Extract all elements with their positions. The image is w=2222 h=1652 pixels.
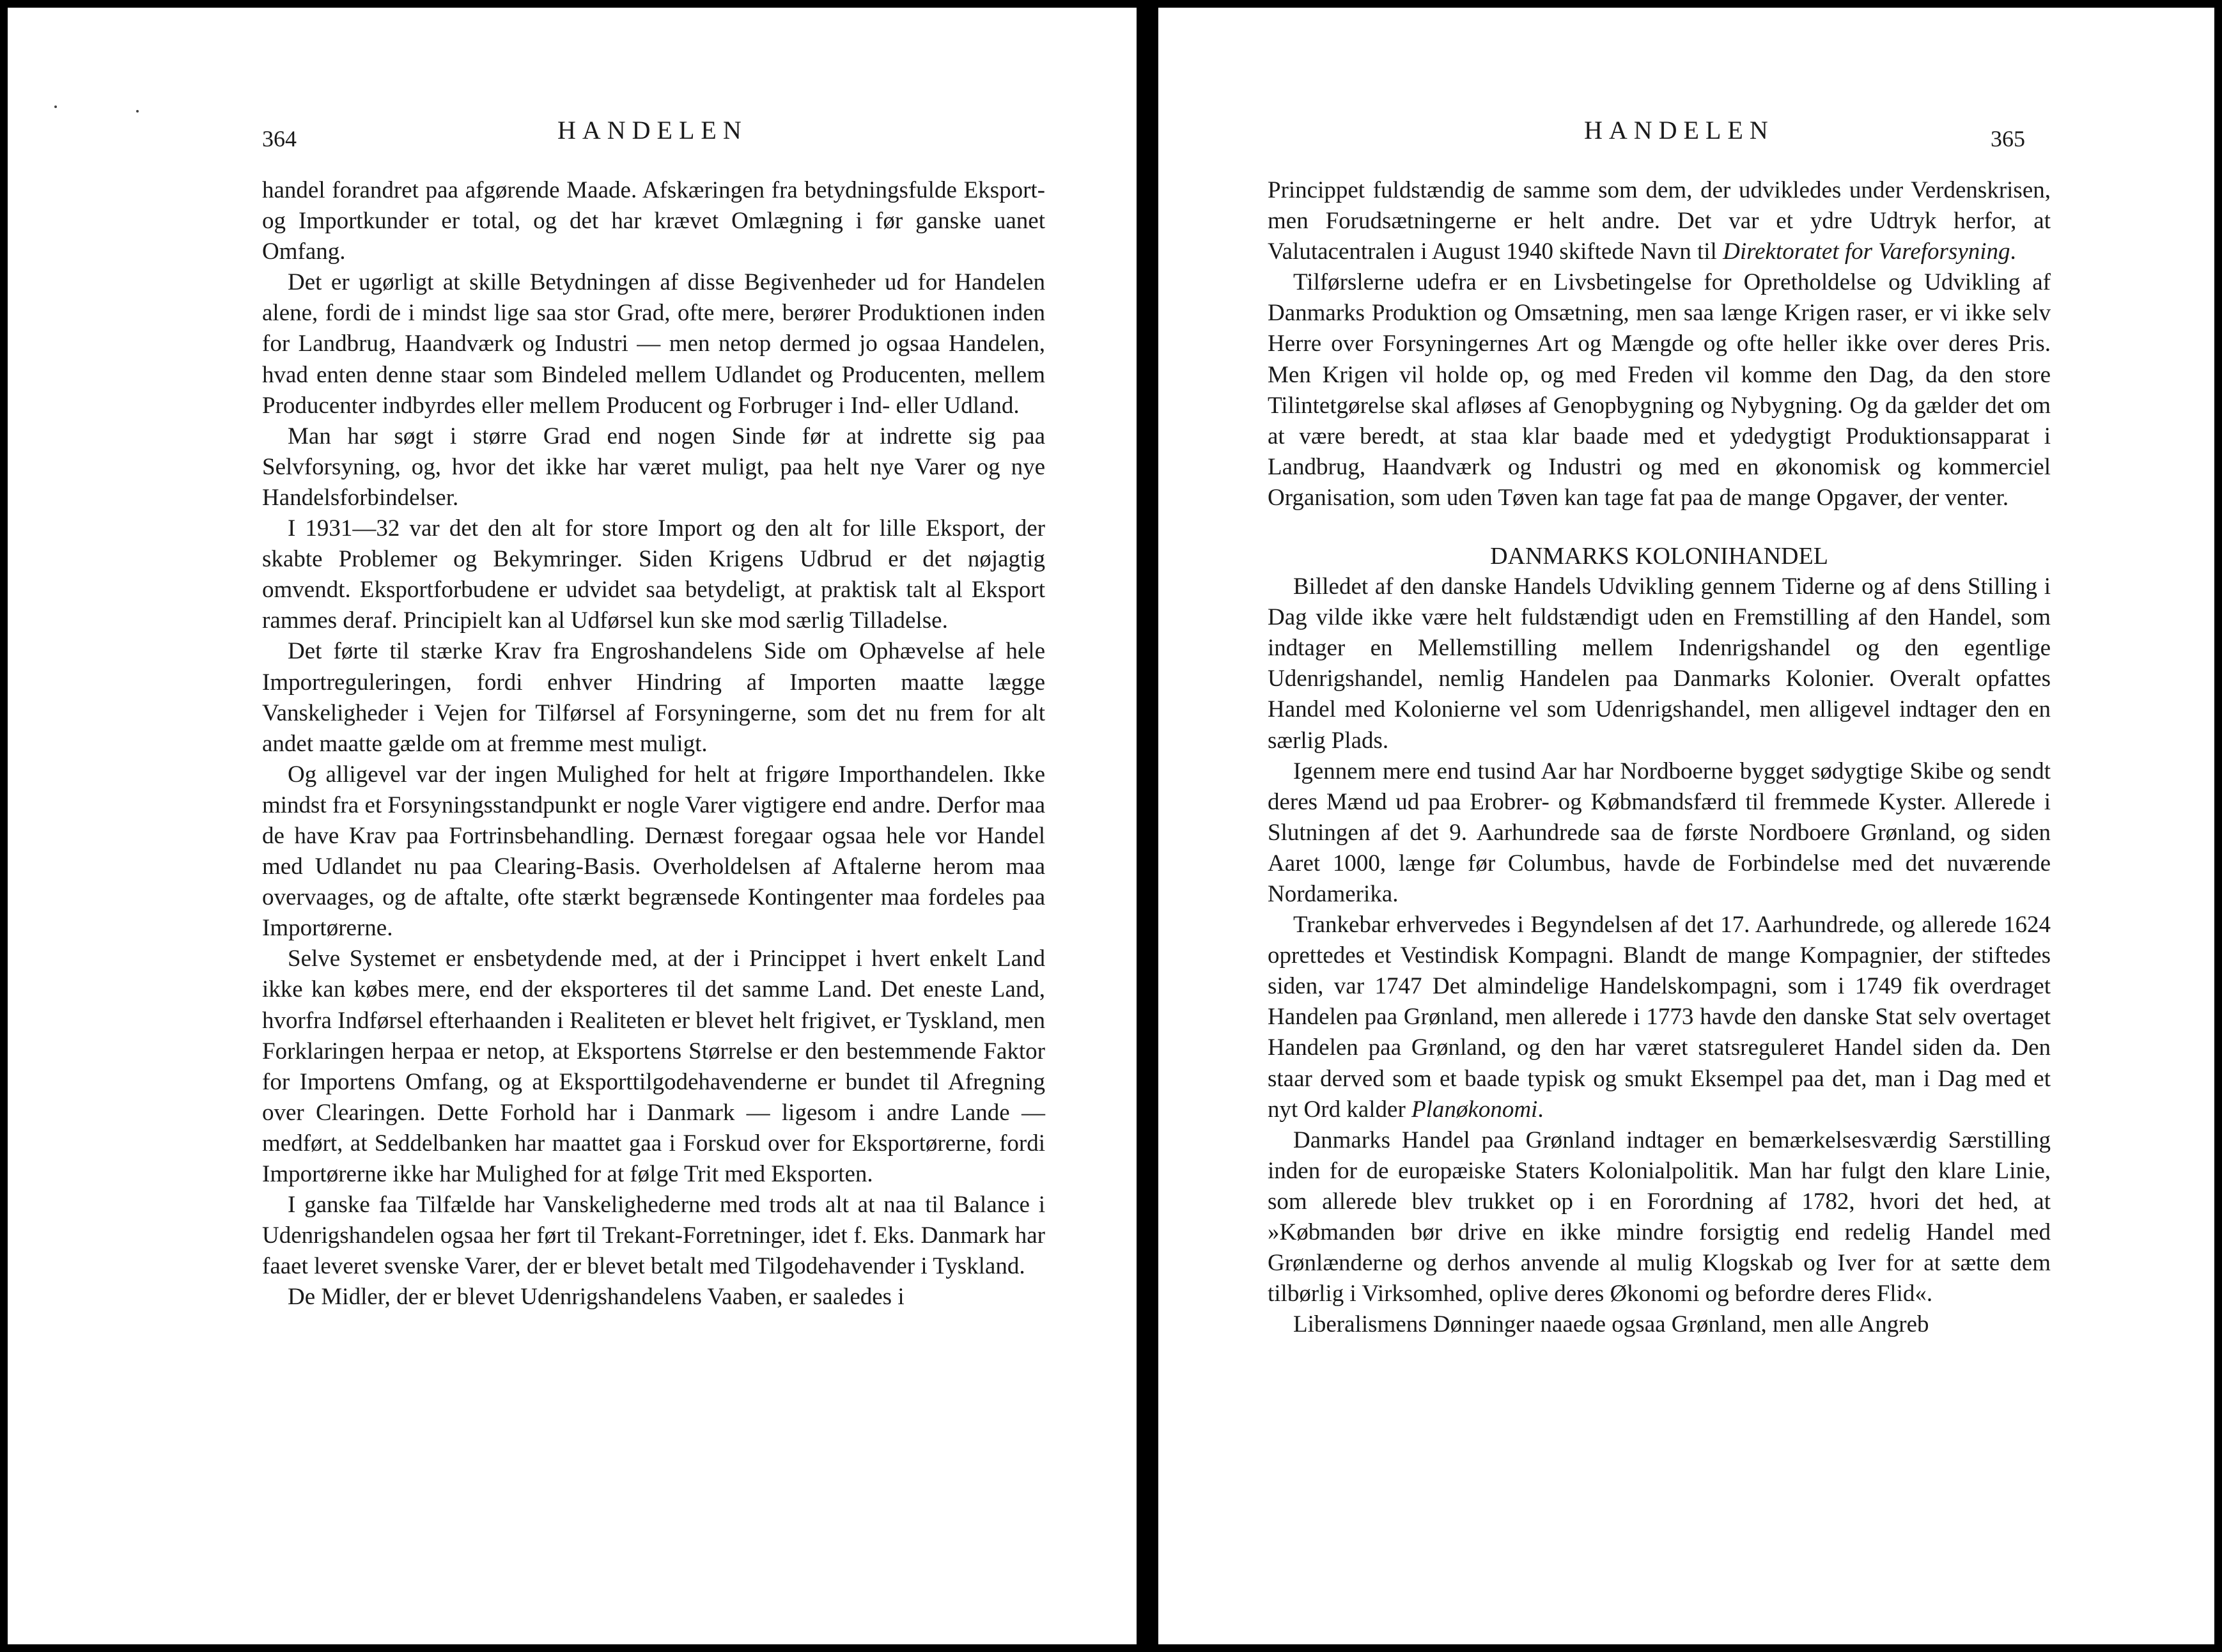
text-column bbox=[262, 175, 1045, 1313]
paragraph: Det er ugørligt at skille Betydningen af disse Begivenheder ud for Handelen alene, fordi de i mindst lige saa stor Grad, ofte mere, berører Produktionen inden for Landbrug, Haandværk og Industri — men netop dermed jo ogsaa Handelen, hvad enten denne staar som Bindeled mellem Udlandet og Producenten, mellem Producenter indbyrdes eller mellem Producent og Forbruger i Ind- eller Udland. bbox=[262, 269, 1045, 419]
italic-term: Planøkonomi bbox=[1411, 1096, 1538, 1123]
paragraph: I ganske faa Tilfælde har Vanskelighederne med trods alt at naa til Balance i Udenrigshandelen ogsaa her ført til Trekant-Forretninger, idet f. Eks. Danmark har faaet leveret svenske Varer, der er blevet betalt med Tilgodehavender i Tyskland. bbox=[262, 1192, 1045, 1280]
print-speck bbox=[54, 105, 57, 108]
left-page bbox=[8, 8, 1137, 1644]
paragraph: Og alligevel var der ingen Mulighed for helt at frigøre Importhandelen. Ikke mindst fra et Forsyningsstandpunkt er nogle Varer vigtigere end andre. Derfor maa de have Krav paa Fortrinsbehandling. Dernæst foregaar ogsaa hele vor Handel med Udlandet nu paa Clearing-Basis. Overholdelsen af Aftalerne herom maa overvaages, og de aftalte, ofte stærkt begrænsede Kontingenter maa fordeles paa Importørerne. bbox=[262, 761, 1045, 942]
paragraph: Igennem mere end tusind Aar har Nordboerne bygget sødygtige Skibe og sendt deres Mænd ud paa Erobrer- og Købmandsfærd til fremmede Kyster. Allerede i Slutningen af det 9. Aarhundrede saa de første Nordboere Grønland, og siden Aaret 1000, længe før Columbus, havde de Forbindelse med det nuværende Nordamerika. bbox=[1268, 758, 2051, 907]
paragraph: handel forandret paa afgørende Maade. Afskæringen fra betydningsfulde Eksport- og Importkunder er total, og det har krævet Omlægning i før ganske uanet Omfang. bbox=[262, 177, 1045, 265]
page-number: 365 bbox=[1991, 126, 2025, 152]
paragraph: De Midler, der er blevet Udenrigshandelens Vaaben, er saaledes i bbox=[288, 1284, 905, 1311]
paragraph bbox=[1268, 175, 2051, 267]
paragraph: Liberalismens Dønninger naaede ogsaa Grønland, men alle Angreb bbox=[1293, 1311, 1929, 1338]
paragraph: Billedet af den danske Handels Udvikling gennem Tiderne og af dens Stilling i Dag vilde ikke være helt fuldstændigt uden en Fremstilling af den Handel, som indtager en Mellemstilling mellem Indenrigshandel og den egentlige Udenrigshandel, nemlig Handelen paa Danmarks Kolonier. Overalt opfattes Handel med Kolonierne vel som Udenrigshandel, men alligevel indtager den en særlig Plads. bbox=[1268, 573, 2051, 754]
paragraph: I 1931—32 var det den alt for store Import og den alt for lille Eksport, der skabte Problemer og Bekymringer. Siden Krigens Udbrud er det nøjagtig omvendt. Eksportforbudene er udvidet saa betydeligt, at praktisk talt al Eksport rammes deraf. Principielt kan al Udførsel kun ske mod særlig Tilladelse. bbox=[262, 515, 1045, 634]
paragraph: Det førte til stærke Krav fra Engroshandelens Side om Ophævelse af hele Importreguleringen, fordi enhver Hindring af Importen maatte lægge Vanskeligheder i Vejen for Tilførsel af Forsyningerne, som det nu frem for alt andet maatte gælde om at fremme mest muligt. bbox=[262, 638, 1045, 757]
paragraph-end: . bbox=[1537, 1096, 1544, 1123]
paragraph-end: . bbox=[2010, 238, 2016, 265]
section-heading: DANMARKS KOLONIHANDEL bbox=[1490, 543, 1828, 570]
paragraph-text: Trankebar erhvervedes i Begyndelsen af det 17. Aarhundrede, og allerede 1624 oprettedes et Vestindisk Kompagni. Blandt de mange Kompagnier, der stiftedes siden, var 1747 Det almindelige Handelskompagni, som i 1749 fik overdraget Handelen paa Grønland, men allerede i 1773 havde den danske Stat selv overtaget Handelen paa Grønland, og den har været statsreguleret Handel siden da. Den staar derved som et baade typisk og smukt Eksempel paa det, man i Dag med et nyt Ord kalder bbox=[1268, 912, 2051, 1123]
paragraph-text: Princippet fuldstændig de samme som dem, der udvikledes under Verdenskrisen, men Forudsætningerne er helt andre. Det var et ydre Udtryk herfor, at Valutacentralen i August 1940 skiftede Navn til bbox=[1268, 177, 2051, 265]
running-head: HANDELEN bbox=[557, 116, 748, 144]
italic-term: Direktoratet for Vareforsyning bbox=[1723, 238, 2010, 265]
paragraph: Man har søgt i større Grad end nogen Sinde før at indrette sig paa Selvforsyning, og, hvor det ikke har været muligt, paa helt nye Varer og nye Handelsforbindelser. bbox=[262, 423, 1045, 511]
paragraph bbox=[1268, 910, 2051, 1125]
text-column bbox=[1268, 175, 2051, 1340]
right-page bbox=[1158, 8, 2214, 1644]
paragraph: Danmarks Handel paa Grønland indtager en bemærkelsesværdig Særstilling inden for de europæiske Staters Kolonialpolitik. Man har fulgt den klare Linie, som allerede blev trukket op i en Forordning af 1782, hvori det hed, at »Købmanden bør drive en ikke mindre forsigtig end redelig Handel med Grønlænderne og derhos anvende al mulig Klogskab og Iver for at sætte dem tilbørlig i Virksomhed, oplive deres Økonomi og befordre deres Flid«. bbox=[1268, 1126, 2051, 1307]
print-speck bbox=[136, 110, 139, 113]
running-head: HANDELEN bbox=[1584, 116, 1775, 144]
paragraph: Tilførslerne udefra er en Livsbetingelse for Opretholdelse og Udvikling af Danmarks Produktion og Omsætning, men saa længe Krigen raser, er vi ikke selv Herre over Forsyningernes Art og Mængde og ofte heller ikke over deres Pris. Men Krigen vil holde op, og med Freden vil komme den Dag, da den store Tilintetgørelse skal afløses af Genopbygning og Nybygning. Og da gælder det om at være beredt, at staa klar baade med et ydedygtigt Produktionsapparat i Landbrug, Haandværk og Industri og med en økonomisk og kommerciel Organisation, som uden Tøven kan tage fat paa de mange Opgaver, der venter. bbox=[1268, 269, 2051, 511]
paragraph: Selve Systemet er ensbetydende med, at der i Princippet i hvert enkelt Land ikke kan købes mere, end der eksporteres til det samme Land. Det eneste Land, hvorfra Indførsel efterhaanden i Realiteten er blevet helt frigivet, er Tyskland, men Forklaringen herpaa er netop, at Eksportens Størrelse er den bestemmende Faktor for Importens Omfang, og at Eksporttilgodehavenderne er bundet til Afregning over Clearingen. Dette Forhold har i Danmark — ligesom i andre Lande — medført, at Seddelbanken har maattet gaa i Forskud over for Eksportørerne, fordi Importørerne ikke har Mulighed for at følge Trit med Eksporten. bbox=[262, 946, 1045, 1187]
page-number: 364 bbox=[262, 126, 297, 152]
